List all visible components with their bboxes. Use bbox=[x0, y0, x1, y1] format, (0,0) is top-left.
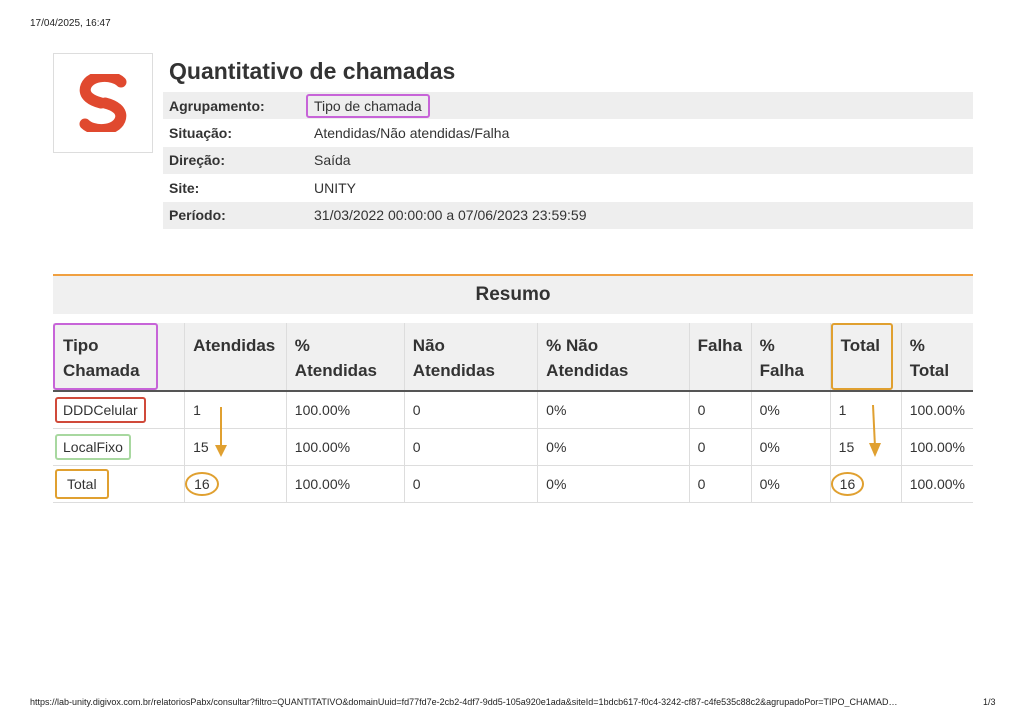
column-header bbox=[830, 323, 901, 391]
table-cell: 0 bbox=[689, 466, 751, 503]
table-cell: 100.00% bbox=[286, 391, 404, 429]
filter-table bbox=[163, 92, 973, 229]
annotation-box: Tipo de chamada bbox=[306, 94, 430, 118]
filter-value: 31/03/2022 00:00:00 a 07/06/2023 23:59:59 bbox=[314, 202, 973, 229]
annotation-circle: 16 bbox=[831, 472, 865, 496]
filter-value: Atendidas/Não atendidas/Falha bbox=[314, 125, 510, 142]
table-cell: 0 bbox=[689, 429, 751, 466]
table-header-row bbox=[53, 323, 973, 391]
filter-value bbox=[314, 92, 973, 119]
table-cell: 100.00% bbox=[901, 466, 973, 503]
table-row bbox=[53, 391, 973, 429]
annotation-box: DDDCelular bbox=[55, 397, 146, 423]
table-cell bbox=[53, 466, 185, 503]
column-header: % Total bbox=[901, 323, 973, 391]
company-logo bbox=[53, 53, 153, 153]
page-number: 1/3 bbox=[983, 697, 996, 707]
filter-row bbox=[163, 119, 973, 146]
summary-heading: Resumo bbox=[53, 276, 973, 314]
column-header: % Atendidas bbox=[286, 323, 404, 391]
table-cell: 0% bbox=[751, 466, 830, 503]
table-cell: 0% bbox=[751, 429, 830, 466]
table-row bbox=[53, 466, 973, 503]
column-header: Não Atendidas bbox=[404, 323, 537, 391]
table-cell: 0% bbox=[538, 466, 689, 503]
column-header: % Falha bbox=[751, 323, 830, 391]
table-row bbox=[53, 429, 973, 466]
table-cell bbox=[53, 391, 185, 429]
column-header: Falha bbox=[689, 323, 751, 391]
filter-key: Direção: bbox=[163, 147, 314, 174]
table-cell: 0 bbox=[689, 391, 751, 429]
table-cell: 100.00% bbox=[901, 391, 973, 429]
filter-key: Período: bbox=[163, 202, 314, 229]
table-cell: 15 bbox=[185, 429, 287, 466]
table-cell: 100.00% bbox=[286, 429, 404, 466]
filter-row bbox=[163, 147, 973, 174]
column-header: % Não Atendidas bbox=[538, 323, 689, 391]
annotation-box: LocalFixo bbox=[55, 434, 131, 460]
table-cell: 100.00% bbox=[286, 466, 404, 503]
filter-row bbox=[163, 174, 973, 201]
print-datetime: 17/04/2025, 16:47 bbox=[30, 18, 111, 29]
table-cell: 0 bbox=[404, 391, 537, 429]
filter-row bbox=[163, 92, 973, 119]
s-logo-icon bbox=[77, 74, 129, 132]
filter-value: Saída bbox=[314, 147, 973, 174]
filter-key: Situação: bbox=[169, 125, 233, 142]
table-cell: 0 bbox=[404, 466, 537, 503]
table-cell: 15 bbox=[830, 429, 901, 466]
table-cell bbox=[830, 466, 901, 503]
table-cell: 100.00% bbox=[901, 429, 973, 466]
column-header: Atendidas bbox=[185, 323, 287, 391]
filter-key: Site: bbox=[169, 179, 200, 196]
table-cell: 0 bbox=[404, 429, 537, 466]
column-header bbox=[53, 323, 185, 391]
arrow-down-icon bbox=[211, 405, 231, 465]
filter-value: UNITY bbox=[314, 179, 356, 196]
report-title: Quantitativo de chamadas bbox=[169, 58, 456, 84]
annotation-box: Total bbox=[831, 323, 893, 390]
annotation-box: Tipo Chamada bbox=[53, 323, 158, 390]
annotation-circle: 16 bbox=[185, 472, 219, 496]
table-cell: 1 bbox=[185, 391, 287, 429]
table-cell: 0% bbox=[538, 391, 689, 429]
filter-key: Agrupamento: bbox=[163, 92, 314, 119]
table-cell: 0% bbox=[751, 391, 830, 429]
table-cell: 1 bbox=[830, 391, 901, 429]
arrow-down-icon bbox=[864, 403, 884, 463]
table-cell bbox=[185, 466, 287, 503]
page-url: https://lab-unity.digivox.com.br/relatoriosPabx/consultar?filtro=QUANTITATIVO&domainUuid=fd77fd7e-2cb2-4df7-9dd5-105a920e1ada&siteId=1bdcb617-f0c4-3242-cf87-c4fe535c88c2&agrupadoPor=TIPO_CHAMAD… bbox=[30, 697, 898, 707]
annotation-box: Total bbox=[55, 469, 109, 499]
table-cell bbox=[53, 429, 185, 466]
table-cell: 0% bbox=[538, 429, 689, 466]
summary-table bbox=[53, 323, 973, 503]
filter-row bbox=[163, 202, 973, 229]
